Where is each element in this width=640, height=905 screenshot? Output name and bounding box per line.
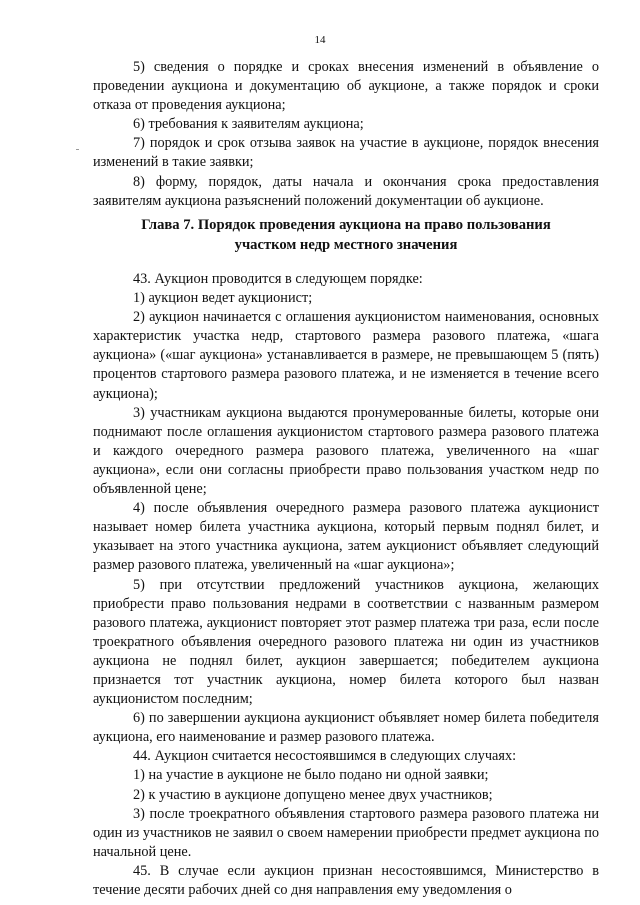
paragraph: 8) форму, порядок, даты начала и окончания срока предоставления заявителям аукциона разъяснений положений документации об аукционе. bbox=[93, 173, 599, 209]
paragraph: 5) при отсутствии предложений участников аукциона, желающих приобрести право пользования недрами в соответствии с названным размером разового платежа, аукционист повторяет этот размер платежа три раза, если после троекратного объявления очередного разового платежа ни один из участников аукциона не поднял билет, аукцион завершается; победителем аукциона признается тот участник аукциона, номер билета которого был назван аукционистом последним; bbox=[93, 576, 599, 708]
body-section bbox=[93, 270, 599, 900]
paragraph: 3) участникам аукциона выдаются пронумерованные билеты, которые они поднимают после оглашения аукционистом стартового размера разового платежа и каждого очередного размера разового платежа, увеличенного на «шаг аукциона», если они согласны приобрести право пользования участком недр по объявленной цене; bbox=[93, 404, 599, 498]
paragraph: 1) аукцион ведет аукционист; bbox=[133, 290, 313, 307]
paragraph: 7) порядок и срок отзыва заявок на участие в аукционе, порядок внесения изменений в такие заявки; bbox=[93, 135, 599, 171]
paragraph: 4) после объявления очередного размера разового платежа аукционист называет номер билета участника аукциона, который первым поднял билет, и указывает на этого участника аукциона, затем аукционист объявляет следующий размер разового платежа, увеличенный на «шаг аукциона»; bbox=[93, 500, 599, 574]
paragraph: 45. В случае если аукцион признан несостоявшимся, Министерство в течение десяти рабочих дней со дня направления ему уведомления о bbox=[93, 862, 599, 898]
paragraph: 6) по завершении аукциона аукционист объявляет номер билета победителя аукциона, его наименование и размер разового платежа. bbox=[93, 710, 599, 746]
paragraph: 43. Аукцион проводится в следующем порядке: bbox=[133, 271, 423, 287]
page-number: 14 bbox=[314, 34, 326, 46]
chapter-heading-line-1: Глава 7. Порядок проведения аукциона на право пользования bbox=[141, 217, 551, 233]
margin-mark bbox=[76, 149, 79, 150]
paragraph: 5) сведения о порядке и сроках внесения изменений в объявление о проведении аукциона и документацию об аукционе, а также порядок и сроки отказа от проведения аукциона; bbox=[93, 59, 599, 114]
top-section bbox=[93, 58, 599, 211]
paragraph: 6) требования к заявителям аукциона; bbox=[133, 116, 364, 133]
paragraph: 2) к участию в аукционе допущено менее двух участников; bbox=[133, 786, 493, 803]
paragraph: 44. Аукцион считается несостоявшимся в следующих случаях: bbox=[133, 748, 517, 765]
paragraph: 3) после троекратного объявления стартового размера разового платежа ни один из участников не заявил о своем намерении приобрести предмет аукциона по начальной цене. bbox=[93, 805, 599, 860]
chapter-heading-line-2: участком недр местного значения bbox=[234, 236, 458, 253]
chapter-heading bbox=[93, 216, 599, 255]
paragraph: 1) на участие в аукционе не было подано ни одной заявки; bbox=[133, 767, 489, 784]
paragraph: 2) аукцион начинается с оглашения аукционистом наименования, основных характеристик участка недр, стартового размера разового платежа, «шага аукциона» («шаг аукциона» устанавливается в размере, не превышающем 5 (пять) процентов стартового размера разового платежа, и не изменяется в течение всего аукциона); bbox=[93, 309, 599, 402]
